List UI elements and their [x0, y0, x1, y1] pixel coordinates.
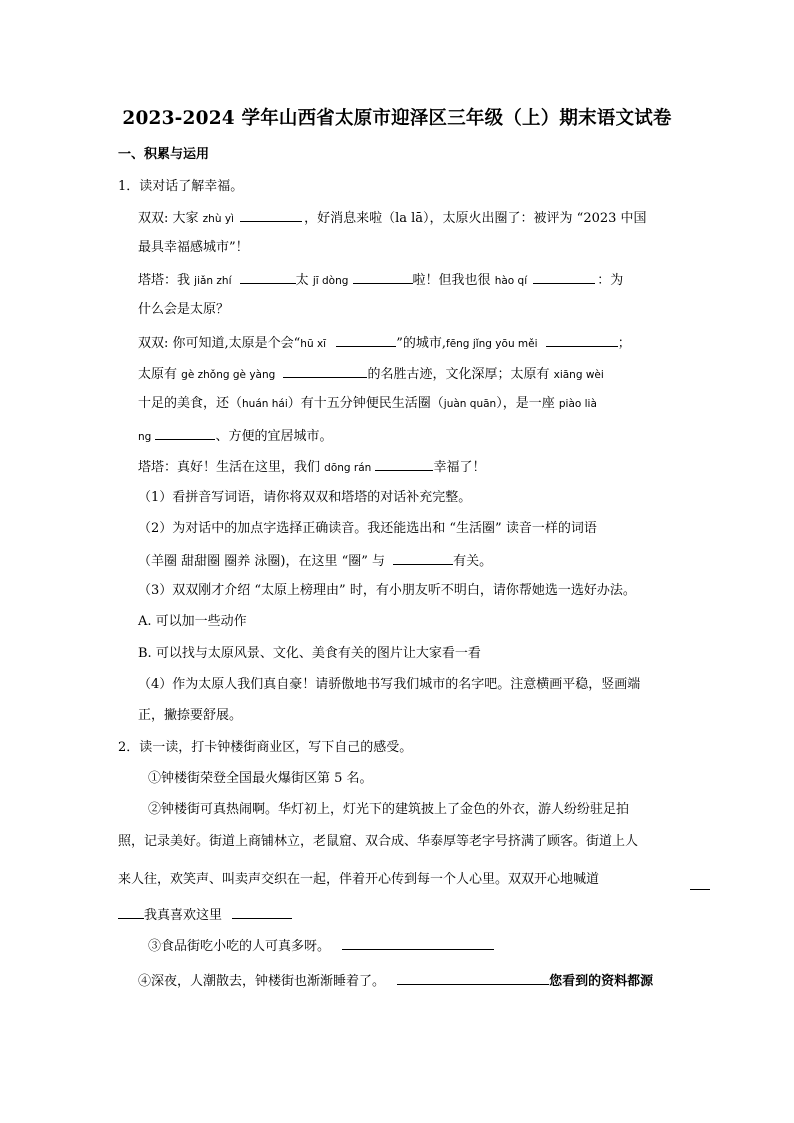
paragraph-4: [138, 971, 653, 991]
text: 来人往，欢笑声、叫卖声交织在一起，伴着开心传到每一个人心里。双双开心地喊道: [118, 872, 600, 887]
option-b[interactable]: B. 可以找与太原风景、文化、美食有关的图片让大家看一看: [138, 646, 481, 661]
pinyin: piào lià: [558, 398, 597, 410]
dialogue-line: [138, 364, 604, 384]
option-a[interactable]: A. 可以加一些动作: [138, 614, 247, 629]
pinyin: ng: [138, 431, 152, 443]
answer-blank[interactable]: [375, 457, 433, 471]
pinyin: gè zhǒng gè yàng: [181, 369, 276, 381]
pinyin: dōng rán: [324, 462, 372, 474]
text: （羊圈 甜甜圈 圈养 泳圈)，在这里 “圈” 与: [138, 554, 386, 569]
text: ”的城市,: [396, 336, 446, 351]
answer-blank[interactable]: [240, 208, 302, 222]
answer-blank[interactable]: [283, 364, 367, 378]
text: 十足的美食，还（: [138, 396, 243, 411]
pinyin: hào qí: [494, 275, 528, 287]
question-2-heading: 2．读一读，打卡钟楼街商业区，写下自己的感受。: [118, 740, 413, 755]
watermark-text: 您看到的资料都源: [549, 974, 654, 989]
pinyin: xiāng wèi: [553, 369, 604, 381]
answer-blank[interactable]: [232, 905, 292, 919]
text: 双双: 大家: [138, 211, 199, 226]
text: 双双: 你可知道,太原是个会“: [138, 336, 301, 351]
answer-blank[interactable]: [533, 270, 595, 284]
sub-question-2: （2）为对话中的加点字选择正确读音。我还能选出和 “生活圈” 读音一样的词语: [138, 521, 597, 536]
pinyin: zhù yì: [202, 213, 234, 225]
answer-blank[interactable]: [118, 905, 144, 919]
sub-question-3: （3）双双刚才介绍 “太原上榜理由” 时，有小朋友听不明白，请你帮她选一选好办法。: [138, 583, 636, 598]
dialogue-line: [138, 426, 332, 446]
text: 太: [295, 273, 309, 288]
pinyin: fēng jǐng yōu měi: [446, 338, 538, 350]
text: 有关。: [453, 554, 493, 569]
sub-question-1: （1）看拼音写词语，请你将双双和塔塔的对话补充完整。: [138, 490, 472, 505]
dialogue-line: [138, 457, 485, 477]
paragraph-2: ②钟楼街可真热闹啊。华灯初上，灯光下的建筑披上了金色的外衣，游人纷纷驻足拍: [148, 802, 630, 817]
pinyin: jī dòng: [312, 275, 349, 287]
dialogue-line: [138, 208, 647, 228]
text: 幸福了！: [433, 460, 486, 475]
sub-question-2-cont: [138, 551, 492, 571]
answer-blank[interactable]: [397, 971, 549, 985]
paragraph-2-end: [118, 905, 292, 925]
section-heading: 一、积累与运用: [118, 147, 210, 162]
text: 我真喜欢这里: [144, 908, 223, 923]
answer-blank[interactable]: [546, 333, 618, 347]
paragraph-3: [148, 936, 494, 956]
sub-question-4-cont: 正，撇捺要舒展。: [138, 708, 243, 723]
text: 的名胜古迹，文化深厚；太原有: [367, 367, 550, 382]
answer-blank[interactable]: [342, 936, 494, 950]
text: 啦！但我也很: [412, 273, 491, 288]
answer-blank[interactable]: [690, 876, 710, 890]
dialogue-line: 什么会是太原？: [138, 302, 230, 317]
text: ③食品街吃小吃的人可真多呀。: [148, 939, 331, 954]
text: 塔塔：真好！生活在这里，我们: [138, 460, 321, 475]
text: ；: [617, 336, 631, 351]
paragraph-2-cont: 照，记录美好。街道上商铺林立，老鼠窟、双合成、华泰厚等老字号挤满了顾客。街道上人: [118, 834, 639, 849]
answer-blank[interactable]: [336, 333, 396, 347]
page-title: 2023-2024 学年山西省太原市迎泽区三年级（上）期末语文试卷: [122, 108, 672, 129]
answer-blank[interactable]: [353, 270, 413, 284]
pinyin: juàn quān: [443, 398, 497, 410]
text: 、方便的宜居城市。: [215, 429, 333, 444]
answer-blank[interactable]: [155, 426, 215, 440]
text: ，好消息来啦（la lā），太原火出圈了：被评为 “2023 中国: [304, 211, 647, 226]
dialogue-line: 最具幸福感城市”！: [138, 240, 249, 255]
dialogue-line: [138, 270, 623, 290]
answer-blank[interactable]: [393, 551, 453, 565]
paragraph-2-cont: [118, 871, 599, 889]
dialogue-line: [138, 333, 631, 353]
question-1-heading: 1．读对话了解幸福。: [118, 179, 244, 194]
text: 太原有: [138, 367, 178, 382]
paragraph-1: ①钟楼街荣登全国最火爆街区第 5 名。: [148, 771, 373, 786]
pinyin: hū xī: [300, 338, 327, 350]
text: 塔塔：我: [138, 273, 191, 288]
dialogue-line: [138, 395, 597, 413]
text: ④深夜，人潮散去，钟楼街也渐渐睡着了。: [138, 974, 386, 989]
pinyin: huán hái: [242, 398, 288, 410]
pinyin: jiǎn zhí: [194, 275, 232, 287]
text: ），是一座: [496, 396, 555, 411]
text: ）有十五分钟便民生活圈（: [287, 396, 444, 411]
text: ：为: [597, 273, 624, 288]
answer-blank[interactable]: [240, 270, 296, 284]
sub-question-4: （4）作为太原人我们真自豪！请骄傲地书写我们城市的名字吧。注意横画平稳，竖画端: [138, 677, 641, 692]
